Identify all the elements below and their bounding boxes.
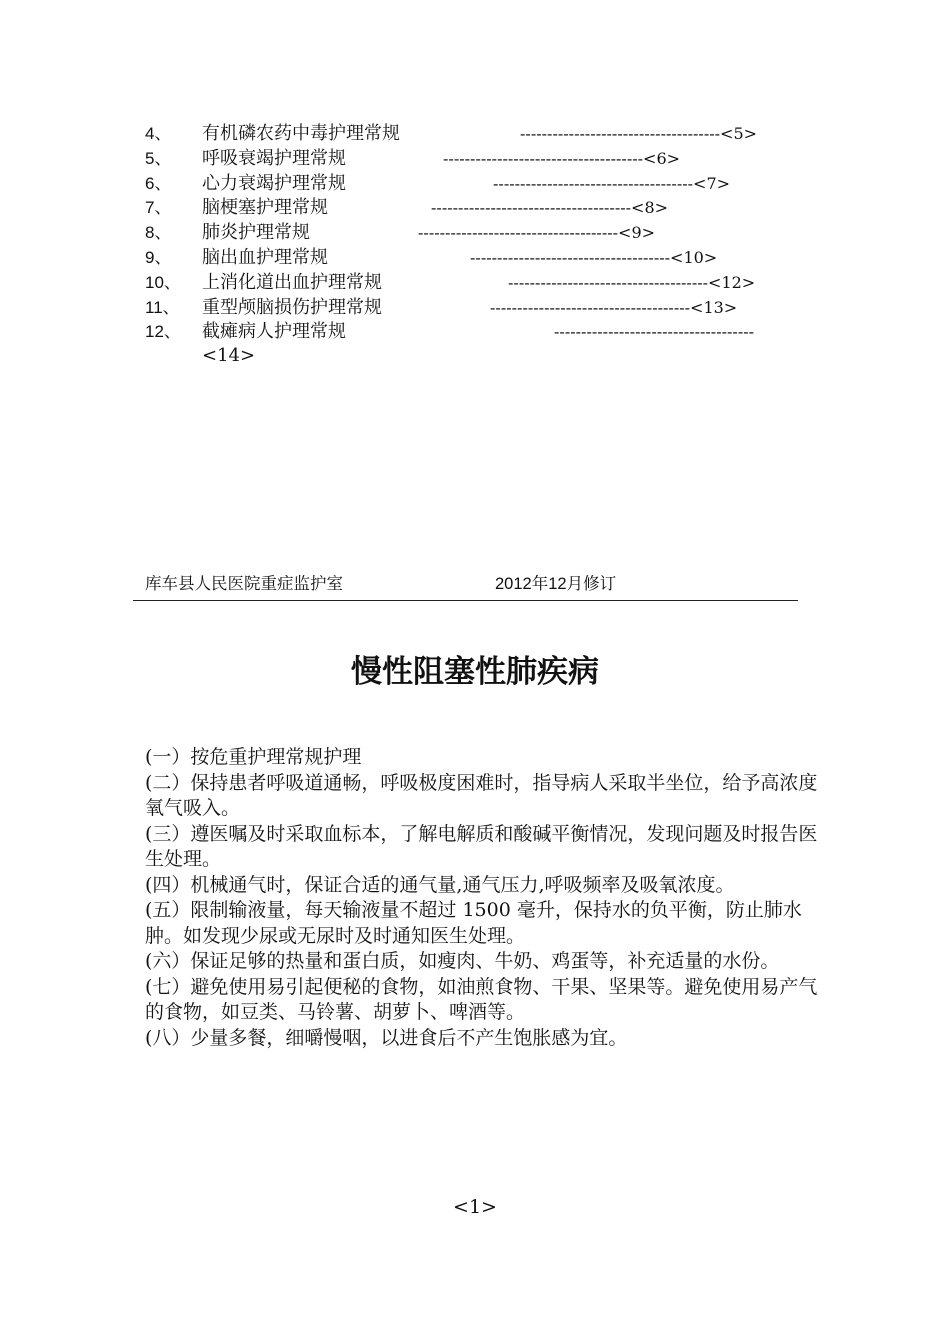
toc-entry [145,271,815,296]
toc-entry-leader: -------------------------------------<9> [418,223,656,243]
toc-entry [145,172,815,197]
toc-entry-title: 心力衰竭护理常规 [202,172,346,194]
toc-entry-number: 8、 [145,223,172,243]
toc-entry [145,221,815,246]
toc-entry-number: 6、 [145,173,172,193]
nursing-item: (一）按危重护理常规护理 [145,746,362,768]
toc-entry-title: 截瘫病人护理常规 [202,321,346,343]
toc-entry-leader: -------------------------------------<10> [470,247,718,267]
nursing-item: (五）限制输液量，每天输液量不超过 1500 毫升，保持水的负平衡，防止肺水肿。如发现少尿或无尿时及时通知医生处理。 [145,899,802,947]
toc-entry-number: 5、 [145,148,172,168]
page-title: 慢性阻塞性肺疾病 [351,654,599,690]
footer-month: 12 [548,575,567,593]
toc-entry-page-ref: <14> [202,345,256,367]
toc-entry-leader: -------------------------------------<12> [508,272,756,292]
toc-entry [145,296,815,321]
toc-entry [145,122,815,147]
page-number: <1> [453,1196,497,1218]
toc-entry-leader: -------------------------------------<8> [431,198,669,218]
toc-entry-number: 9、 [145,247,172,267]
toc-entry-leader: -------------------------------------<13> [490,297,738,317]
footer-year: 2012 [495,575,532,593]
toc-entry-title: 呼吸衰竭护理常规 [202,147,346,169]
toc-entry-title: 脑出血护理常规 [202,246,328,268]
toc-entry-number: 4、 [145,124,172,143]
toc-entry-number: 11、 [145,297,180,317]
toc-entry-number: 10、 [145,272,181,292]
toc-entry-title: 肺炎护理常规 [202,222,310,244]
footer-revision-date [495,572,616,596]
toc-entry [145,246,815,271]
toc-entry-title: 脑梗塞护理常规 [202,197,328,219]
toc-entry-title: 重型颅脑损伤护理常规 [202,296,382,318]
toc-entry [145,147,815,172]
toc-entry-number: 12、 [145,322,181,342]
nursing-item: (二）保持患者呼吸道通畅，呼吸极度困难时，指导病人采取半坐位，给予高浓度氧气吸入。 [145,771,818,819]
footer-year-suffix: 年 [531,574,549,593]
nursing-item: (四）机械通气时，保证合适的通气量,通气压力,呼吸频率及吸氧浓度。 [145,873,735,896]
toc-entry-title: 有机磷农药中毒护理常规 [202,123,400,144]
toc-entry-leader: -------------------------------------<7> [493,173,731,193]
toc-entry-leader: -------------------------------------<6> [443,148,681,168]
table-of-contents [145,122,815,367]
footer-month-suffix: 月修订 [566,574,617,593]
toc-entry-number: 7、 [145,198,172,218]
nursing-items [145,745,821,1051]
nursing-item: (八）少量多餐，细嚼慢咽，以进食后不产生饱胀感为宜。 [145,1026,628,1049]
page-footer [133,572,798,601]
toc-entry-leader: -------------------------------------<5> [520,124,758,143]
toc-entry-leader: ------------------------------------- [554,322,755,342]
toc-entry [145,196,815,221]
nursing-item: (六）保证足够的热量和蛋白质，如瘦肉、牛奶、鸡蛋等，补充适量的水份。 [145,950,780,972]
toc-entry-title: 上消化道出血护理常规 [202,271,382,293]
nursing-item: (七）避免使用易引起便秘的食物，如油煎食物、干果、坚果等。避免使用易产气的食物，如豆类、马铃薯、胡萝卜、啤酒等。 [145,975,818,1023]
nursing-item: (三）遵医嘱及时采取血标本，了解电解质和酸碱平衡情况，发现问题及时报告医生处理。 [145,822,818,870]
toc-entry [145,320,815,367]
footer-hospital: 库车县人民医院重症监护室 [145,574,343,593]
